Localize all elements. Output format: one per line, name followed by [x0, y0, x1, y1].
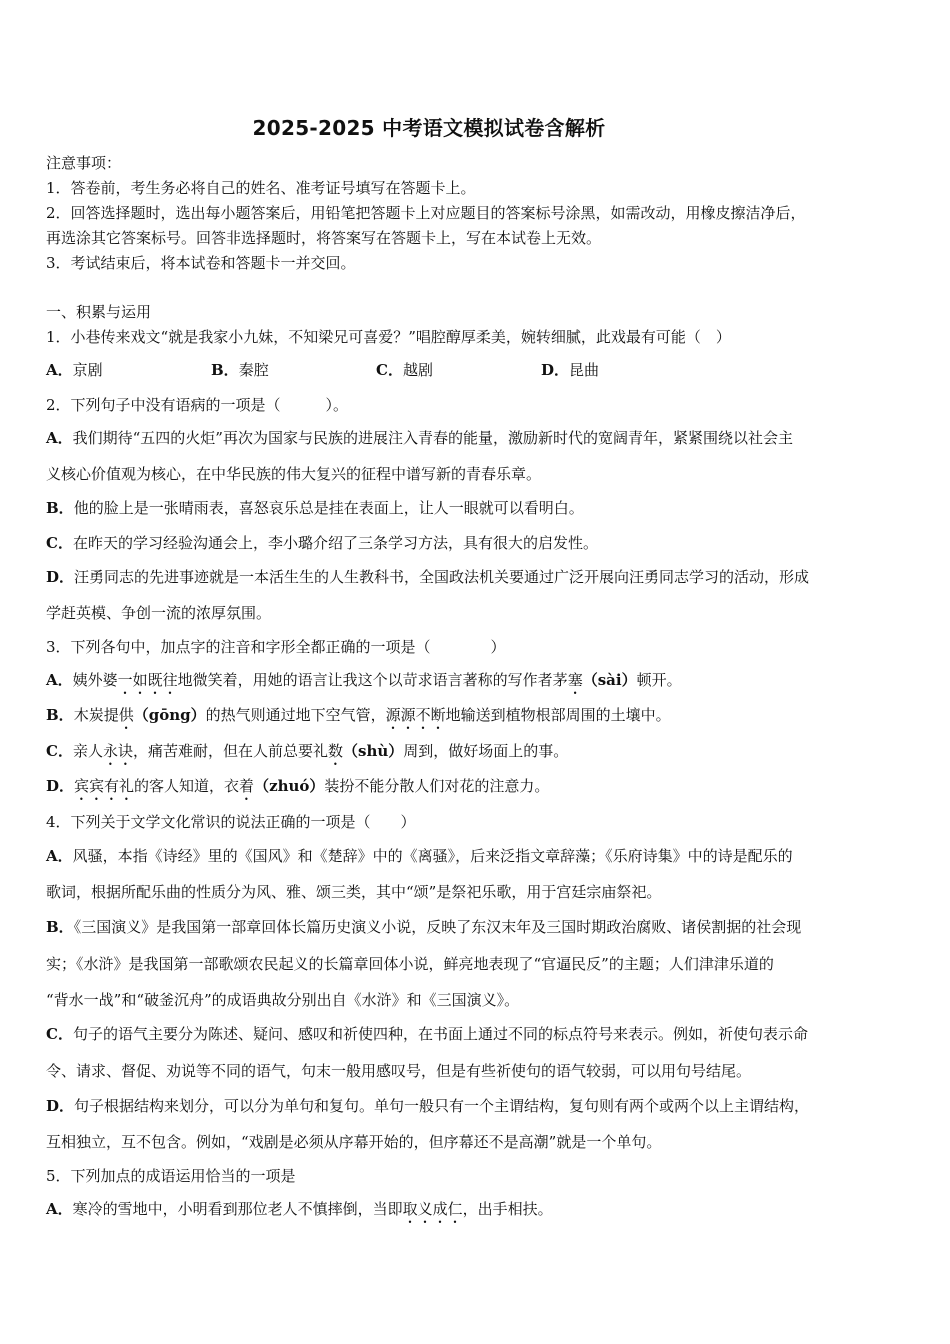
question-4-option-d-cont: 互相独立，互不包含。例如，“戏剧是必须从序幕开始的，但序幕还不是高潮”就是一个单句。: [46, 1133, 662, 1151]
question-1-options: [46, 360, 599, 380]
option-a: A．京剧: [46, 361, 103, 379]
option-b: B．秦腔: [211, 361, 269, 379]
question-4-option-b: B．《三国演义》是我国第一部章回体长篇历史演义小说，反映了东汉末年及三国时期政治腐败、诸侯割据的社会现: [46, 918, 802, 936]
question-2-option-b: B．他的脸上是一张晴雨表，喜怒哀乐总是挂在表面上，让人一眼就可以看明白。: [46, 499, 584, 517]
question-4-option-a: A．风骚，本指《诗经》里的《国风》和《楚辞》中的《离骚》，后来泛指文章辞藻；《乐府诗集》中的诗是配乐的: [46, 847, 793, 865]
notice-item: 2．回答选择题时，选出每小题答案后，用铅笔把答题卡上对应题目的答案标号涂黑，如需改动，用橡皮擦洁净后，: [46, 204, 806, 222]
question-3-option-d: D．宾宾有礼的客人知道，衣着（zhuó）装扮不能分散人们对花的注意力。: [46, 777, 550, 795]
question-4-option-b-cont: “背水一战”和“破釜沉舟”的成语典故分别出自《水浒》和《三国演义》。: [46, 991, 520, 1009]
notice-item: 3．考试结束后，将本试卷和答题卡一并交回。: [46, 254, 356, 272]
question-2-stem: 2．下列句子中没有语病的一项是（ ）。: [46, 396, 349, 414]
notice-heading: 注意事项：: [46, 154, 122, 172]
question-2-option-a-cont: 义核心价值观为核心，在中华民族的伟大复兴的征程中谱写新的青春乐章。: [46, 465, 542, 483]
section-heading: 一、积累与运用: [46, 303, 152, 321]
question-5-option-a: A．寒冷的雪地中，小明看到那位老人不慎摔倒，当即取义成仁，出手相扶。: [46, 1200, 553, 1218]
question-3-stem: 3．下列各句中，加点字的注音和字形全都正确的一项是（ ）: [46, 638, 506, 656]
question-2-option-d-cont: 学赶英模、争创一流的浓厚氛围。: [46, 604, 272, 622]
question-5-stem: 5．下列加点的成语运用恰当的一项是: [46, 1167, 296, 1185]
question-3-option-b: B．木炭提供（gōng）的热气则通过地下空气管，源源不断地输送到植物根部周围的土壤中。: [46, 706, 671, 724]
question-4-option-a-cont: 歌词，根据所配乐曲的性质分为风、雅、颂三类，其中“颂”是祭祀乐歌，用于宫廷宗庙祭祀。: [46, 883, 662, 901]
notice-item: 再选涂其它答案标号。回答非选择题时，将答案写在答题卡上，写在本试卷上无效。: [46, 229, 602, 247]
notice-item: 1．答卷前，考生务必将自己的姓名、准考证号填写在答题卡上。: [46, 179, 476, 197]
page-title: 2025-2025 中考语文模拟试卷含解析: [252, 116, 606, 140]
question-4-option-c-cont: 令、请求、督促、劝说等不同的语气，句末一般用感叹号，但是有些祈使句的语气较弱，可以用句号结尾。: [46, 1062, 752, 1080]
question-3-option-a: A．姨外婆一如既往地微笑着，用她的语言让我这个以苛求语言著称的写作者茅塞（sài）顿开。: [46, 671, 682, 689]
option-c: C．越剧: [376, 361, 433, 379]
question-1-stem: 1．小巷传来戏文“就是我家小九妹，不知梁兄可喜爱？”唱腔醇厚柔美，婉转细腻，此戏最有可能（ ）: [46, 328, 731, 346]
question-3-option-c: C．亲人永诀，痛苦难耐，但在人前总要礼数（shù）周到，做好场面上的事。: [46, 742, 569, 760]
question-2-option-d: D．汪勇同志的先进事迹就是一本活生生的人生教科书，全国政法机关要通过广泛开展向汪勇同志学习的活动，形成: [46, 568, 810, 586]
question-2-option-c: C．在昨天的学习经验沟通会上，李小璐介绍了三条学习方法，具有很大的启发性。: [46, 534, 598, 552]
question-4-stem: 4．下列关于文学文化常识的说法正确的一项是（ ）: [46, 813, 416, 831]
question-2-option-a: A．我们期待“五四的火炬”再次为国家与民族的进展注入青春的能量，激励新时代的宽阔青年，紧紧围绕以社会主: [46, 429, 793, 447]
question-4-option-d: D．句子根据结构来划分，可以分为单句和复句。单句一般只有一个主谓结构，复句则有两个或两个以上主谓结构，: [46, 1097, 810, 1115]
question-4-option-c: C．句子的语气主要分为陈述、疑问、感叹和祈使四种，在书面上通过不同的标点符号来表示。例如，祈使句表示命: [46, 1025, 808, 1043]
question-4-option-b-cont: 实；《水浒》是我国第一部歌颂农民起义的长篇章回体小说，鲜亮地表现了“官逼民反”的主题；人们津津乐道的: [46, 955, 774, 973]
option-d: D．昆曲: [541, 361, 600, 379]
